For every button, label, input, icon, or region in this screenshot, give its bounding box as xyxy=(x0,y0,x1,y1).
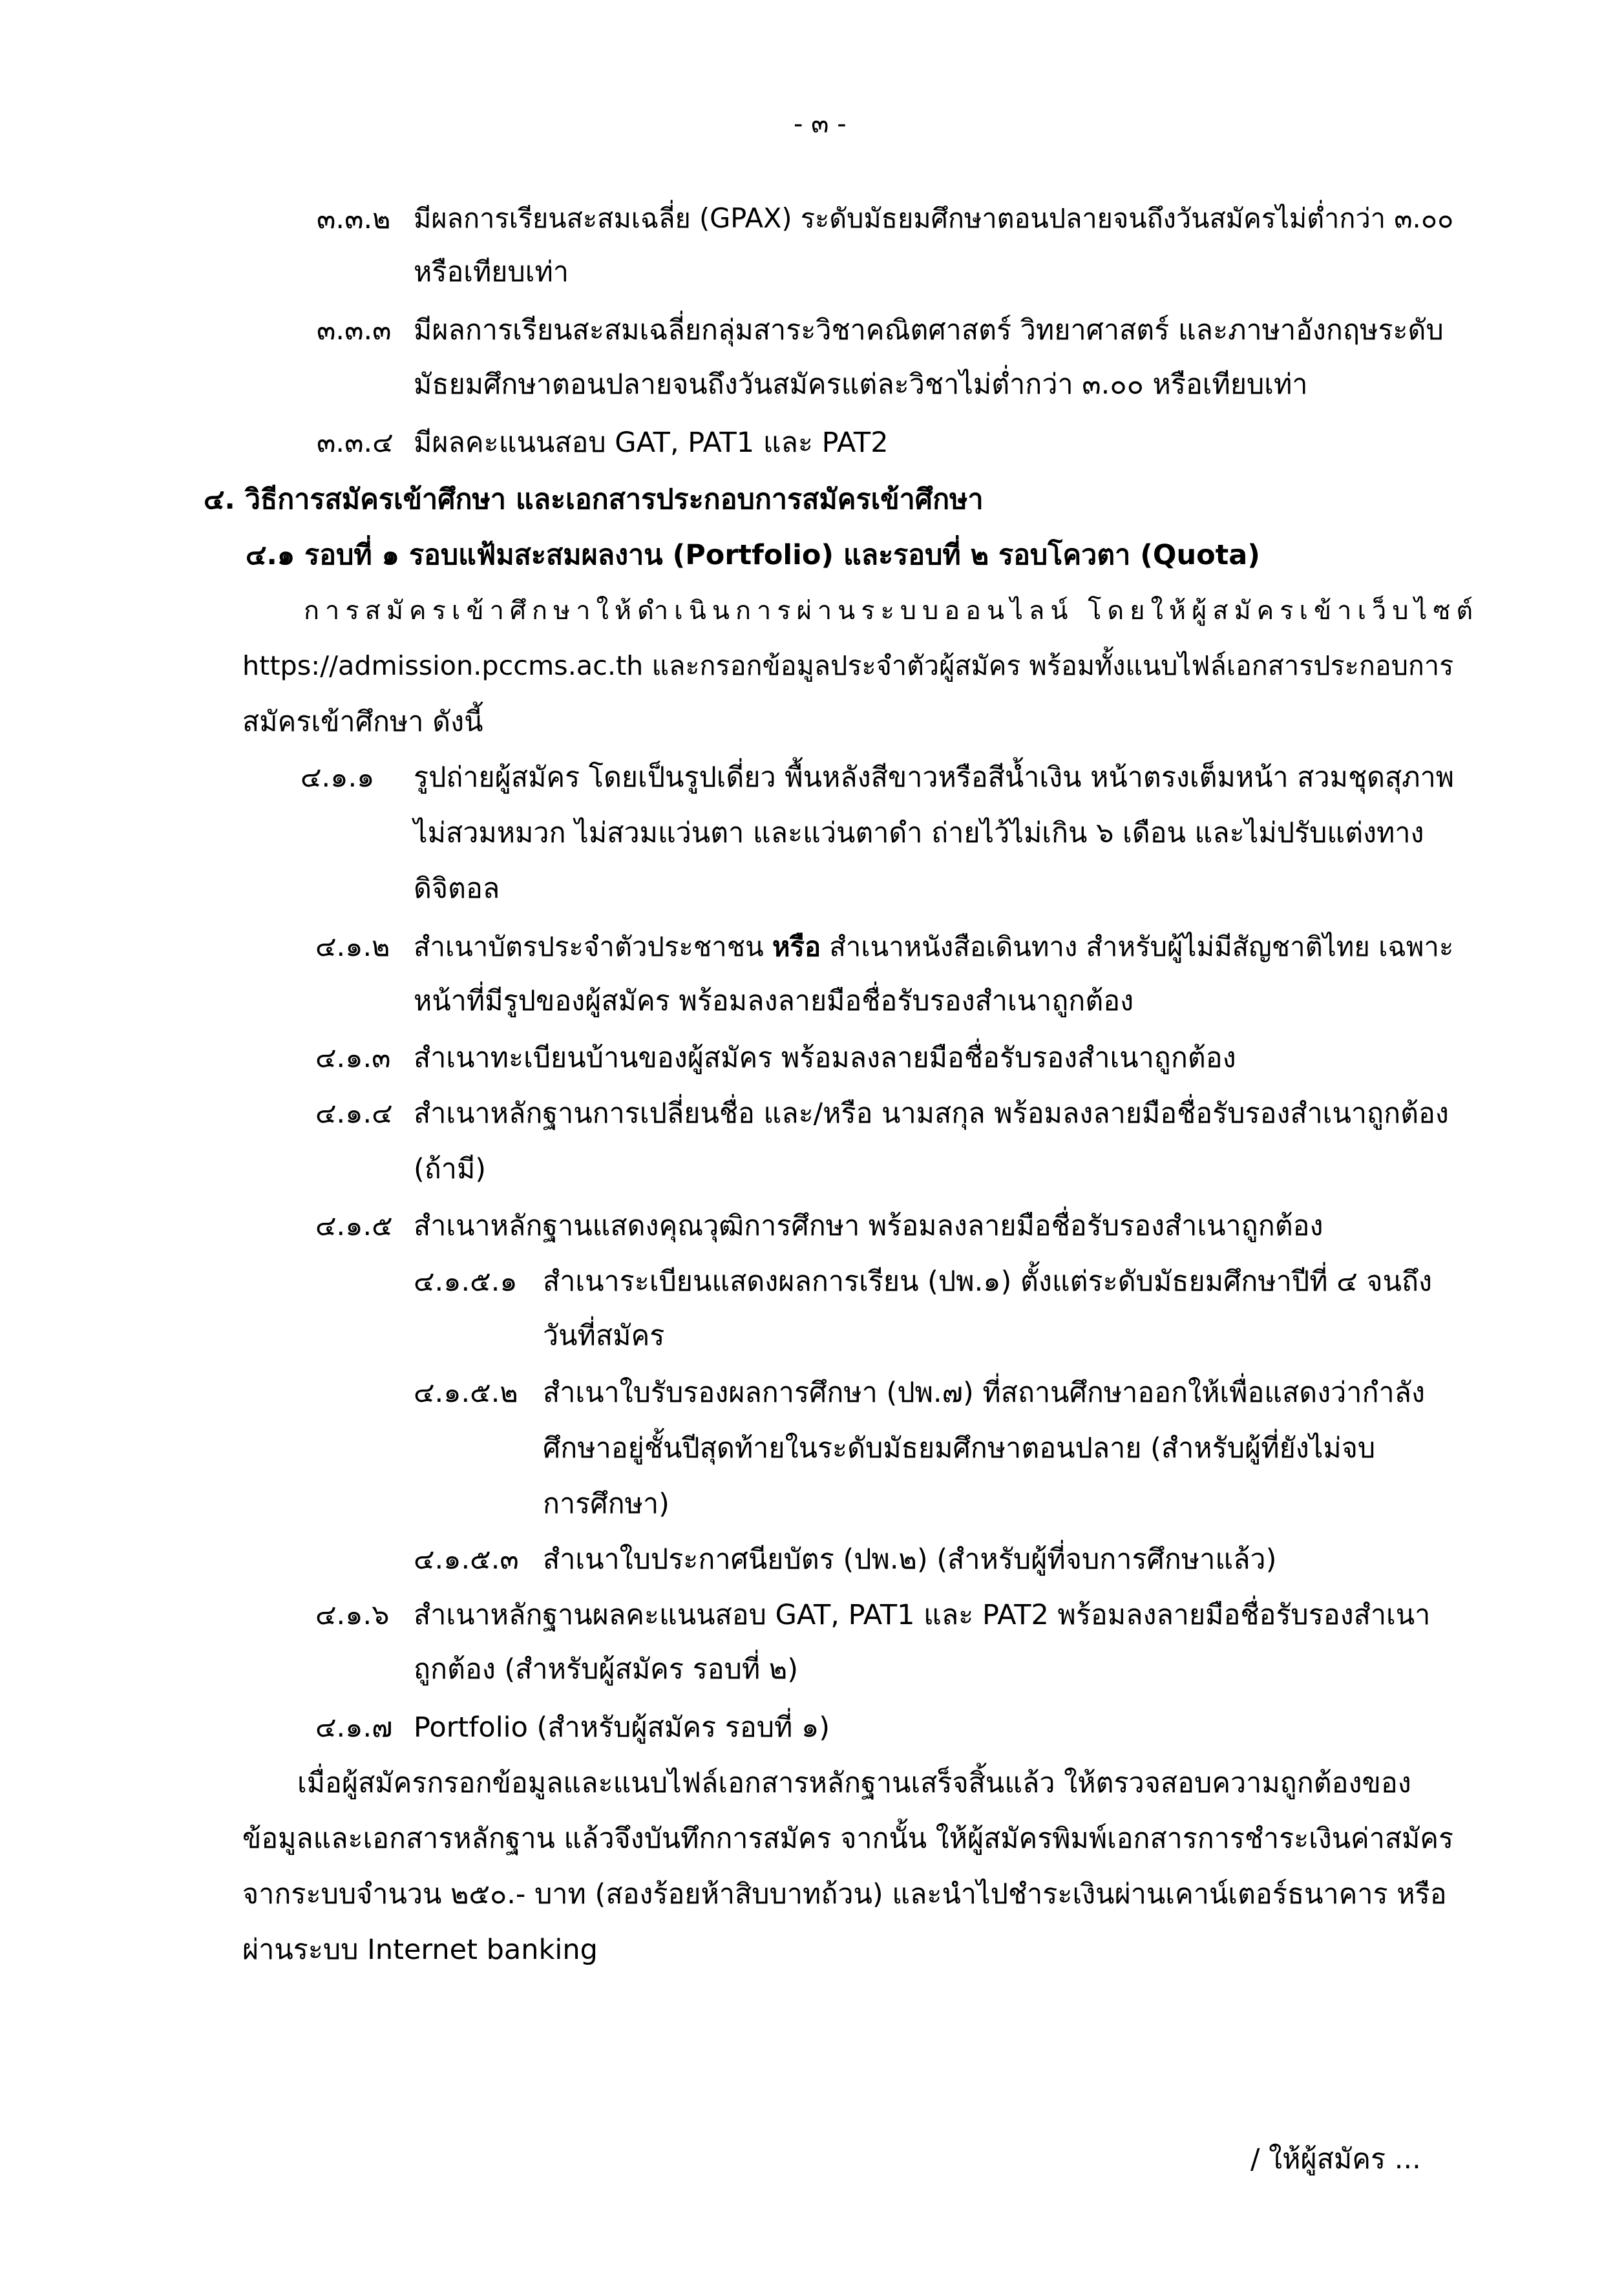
paragraph-line: https://admission.pccms.ac.th และกรอกข้อมูลประจำตัวผู้สมัคร พร้อมทั้งแนบไฟล์เอกสารประกอบการ xyxy=(242,650,1454,681)
item-text: สำเนาหลักฐานการเปลี่ยนชื่อ และ/หรือ นามสกุล พร้อมลงลายมือชื่อรับรองสำเนาถูกต้อง xyxy=(414,1097,1449,1130)
section-heading: ๔. วิธีการสมัครเข้าศึกษา และเอกสารประกอบการสมัครเข้าศึกษา xyxy=(204,483,984,516)
sub-item-number: ๔.๑.๕.๒ xyxy=(414,1377,518,1409)
item-number: ๔.๑.๓ xyxy=(315,1042,391,1074)
sub-item-text: ศึกษาอยู่ชั้นปีสุดท้ายในระดับมัธยมศึกษาตอนปลาย (สำหรับผู้ที่ยังไม่จบ xyxy=(543,1432,1376,1465)
sub-item-text: สำเนาระเบียนแสดงผลการเรียน (ปพ.๑) ตั้งแต่ระดับมัธยมศึกษาปีที่ ๔ จนถึง xyxy=(543,1265,1433,1298)
item-text: มีผลการเรียนสะสมเฉลี่ยกลุ่มสาระวิชาคณิตศาสตร์ วิทยาศาสตร์ และภาษาอังกฤษระดับ xyxy=(414,314,1444,346)
sub-item-text: วันที่สมัคร xyxy=(543,1320,665,1352)
item-text: ไม่สวมหมวก ไม่สวมแว่นตา และแว่นตาดำ ถ่ายไว้ไม่เกิน ๖ เดือน และไม่ปรับแต่งทาง xyxy=(414,817,1424,849)
sub-item-text: สำเนาใบประกาศนียบัตร (ปพ.๒) (สำหรับผู้ที่จบการศึกษาแล้ว) xyxy=(543,1543,1277,1576)
item-text: Portfolio (สำหรับผู้สมัคร รอบที่ ๑) xyxy=(414,1711,830,1744)
item-text: ถูกต้อง (สำหรับผู้สมัคร รอบที่ ๒) xyxy=(414,1653,799,1686)
item-number: ๓.๓.๒ xyxy=(317,203,391,235)
paragraph-line: ผ่านระบบ Internet banking xyxy=(242,1934,598,1966)
item-text: หรือเทียบเท่า xyxy=(414,256,569,288)
item-text: มัธยมศึกษาตอนปลายจนถึงวันสมัครแต่ละวิชาไม่ต่ำกว่า ๓.๐๐ หรือเทียบเท่า xyxy=(414,368,1308,401)
sub-item-number: ๔.๑.๕.๑ xyxy=(414,1265,518,1298)
item-text: มีผลคะแนนสอบ GAT, PAT1 และ PAT2 xyxy=(414,427,889,459)
item-number: ๔.๑.๖ xyxy=(315,1599,390,1631)
item-number: ๔.๑.๑ xyxy=(301,761,375,794)
paragraph-line: ข้อมูลและเอกสารหลักฐาน แล้วจึงบันทึกการสมัคร จากนั้น ให้ผู้สมัครพิมพ์เอกสารการชำระเงินค่าสมัคร xyxy=(242,1823,1454,1855)
item-text: สำเนาหลักฐานแสดงคุณวุฒิการศึกษา พร้อมลงลายมือชื่อรับรองสำเนาถูกต้อง xyxy=(414,1210,1323,1242)
item-text: สำเนาทะเบียนบ้านของผู้สมัคร พร้อมลงลายมือชื่อรับรองสำเนาถูกต้อง xyxy=(414,1042,1236,1074)
item-number: ๔.๑.๔ xyxy=(315,1097,393,1130)
sub-item-number: ๔.๑.๕.๓ xyxy=(414,1543,519,1576)
item-text xyxy=(414,933,1453,960)
item-number: ๔.๑.๗ xyxy=(315,1711,393,1744)
paragraph-line: เมื่อผู้สมัครกรอกข้อมูลและแนบไฟล์เอกสารหลักฐานเสร็จสิ้นแล้ว ให้ตรวจสอบความถูกต้องของ xyxy=(297,1767,1411,1799)
item-text: (ถ้ามี) xyxy=(414,1153,487,1185)
item-number: ๓.๓.๓ xyxy=(317,314,392,346)
paragraph-line: สมัครเข้าศึกษา ดังนี้ xyxy=(242,706,483,738)
item-text-bold: หรือ xyxy=(772,931,821,962)
paragraph-line: การสมัครเข้าศึกษาให้ดำเนินการผ่านระบบออนไลน์ โดยให้ผู้สมัครเข้าเว็บไซต์ xyxy=(304,596,1479,626)
paragraph-line: จากระบบจำนวน ๒๕๐.- บาท (สองร้อยห้าสิบบาทถ้วน) และนำไปชำระเงินผ่านเคาน์เตอร์ธนาคาร หรือ xyxy=(242,1878,1447,1910)
item-text: รูปถ่ายผู้สมัคร โดยเป็นรูปเดี่ยว พื้นหลังสีขาวหรือสีน้ำเงิน หน้าตรงเต็มหน้า สวมชุดสุภาพ xyxy=(414,761,1455,794)
item-text-part: สำเนาบัตรประจำตัวประชาชน xyxy=(414,931,764,962)
sub-item-text: สำเนาใบรับรองผลการศึกษา (ปพ.๗) ที่สถานศึกษาออกให้เพื่อแสดงว่ากำลัง xyxy=(543,1377,1425,1409)
item-text: ดิจิตอล xyxy=(414,872,500,905)
subsection-heading: ๔.๑ รอบที่ ๑ รอบแฟ้มสะสมผลงาน (Portfolio) และรอบที่ ๒ รอบโควตา (Quota) xyxy=(246,539,1260,571)
item-number: ๓.๓.๔ xyxy=(317,427,394,459)
page-number: - ๓ - xyxy=(794,109,847,139)
item-number: ๔.๑.๒ xyxy=(315,931,390,963)
item-text: หน้าที่มีรูปของผู้สมัคร พร้อมลงลายมือชื่อรับรองสำเนาถูกต้อง xyxy=(414,985,1134,1017)
item-text-part: สำเนาหนังสือเดินทาง สำหรับผู้ไม่มีสัญชาติไทย เฉพาะ xyxy=(829,931,1454,962)
item-text: สำเนาหลักฐานผลคะแนนสอบ GAT, PAT1 และ PAT2 พร้อมลงลายมือชื่อรับรองสำเนา xyxy=(414,1599,1431,1631)
continuation-marker: / ให้ผู้สมัคร ... xyxy=(1250,2143,1421,2175)
item-number: ๔.๑.๕ xyxy=(315,1210,393,1242)
item-text: มีผลการเรียนสะสมเฉลี่ย (GPAX) ระดับมัธยมศึกษาตอนปลายจนถึงวันสมัครไม่ต่ำกว่า ๓.๐๐ xyxy=(414,203,1454,234)
sub-item-text: การศึกษา) xyxy=(543,1488,670,1520)
